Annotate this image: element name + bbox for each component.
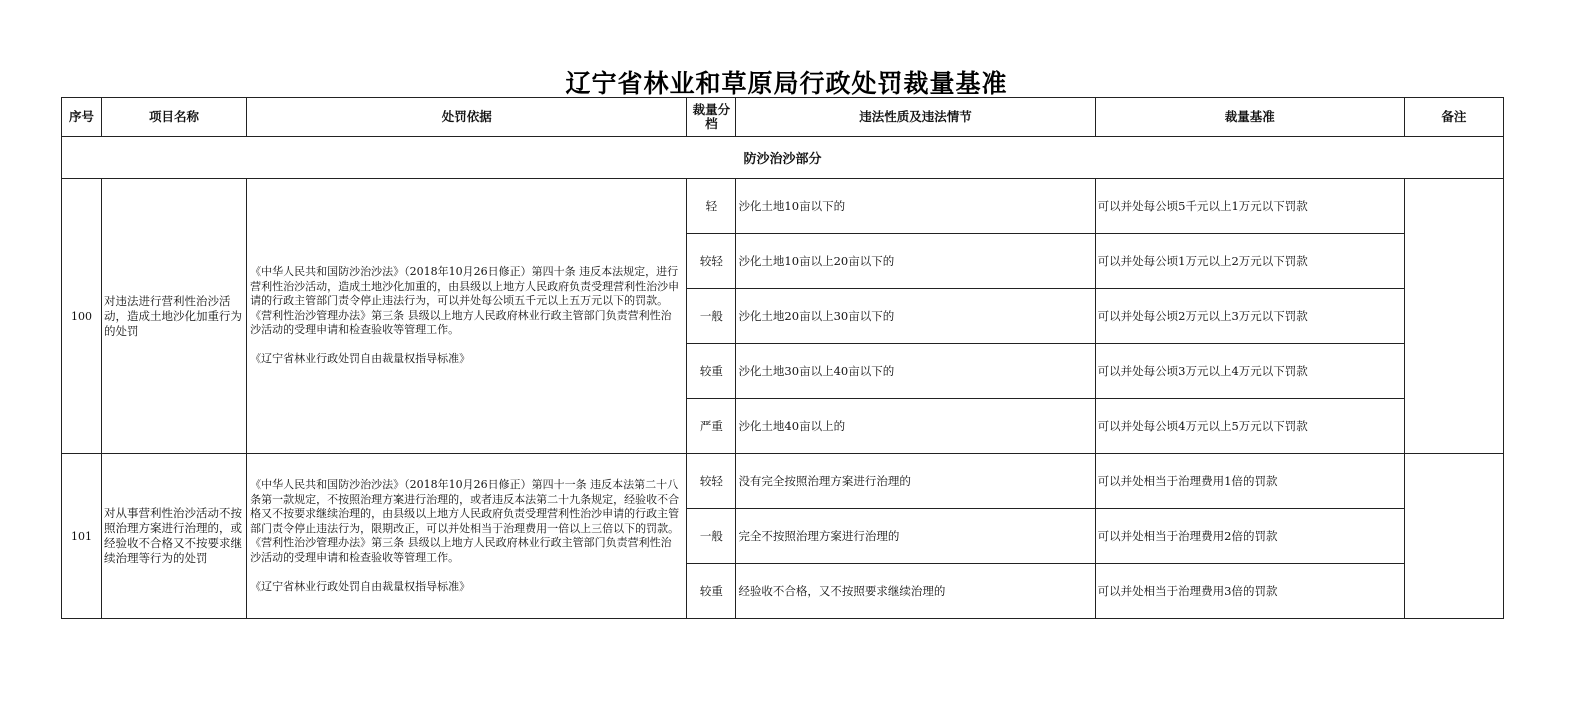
standard-cell: 可以并处每公顷4万元以上5万元以下罚款	[1095, 399, 1404, 454]
table-row	[62, 179, 1504, 234]
condition-cell: 沙化土地30亩以上40亩以下的	[736, 344, 1095, 399]
standard-cell: 可以并处每公顷1万元以上2万元以下罚款	[1095, 234, 1404, 289]
standard-cell: 可以并处每公顷5千元以上1万元以下罚款	[1095, 179, 1404, 234]
level-cell: 较轻	[687, 234, 736, 289]
level-cell: 较重	[687, 344, 736, 399]
standard-cell: 可以并处相当于治理费用1倍的罚款	[1095, 454, 1404, 509]
section-title: 防沙治沙部分	[62, 137, 1504, 179]
item-seq: 101	[62, 454, 102, 619]
item-basis: 《中华人民共和国防沙治沙法》（2018年10月26日修正）第四十一条 违反本法第二十八条第一款规定，不按照治理方案进行治理的，或者违反本法第二十九条规定，经验收不合格又不按要求继续治理的，由县级以上地方人民政府负责受理营利性治沙申请的行政主管部门责令停止违法行为，限期改正，可以并处相当于治理费用一倍以上三倍以下的罚款。 《营利性治沙管理办法》第三条 县级以上地方人民政府林业行政主管部门负责营利性治沙活动的受理申请和检查验收等管理工作。 《辽宁省林业行政处罚自由裁量权指导标准》	[247, 454, 687, 619]
level-cell: 较重	[687, 564, 736, 619]
header-condition: 违法性质及违法情节	[736, 98, 1095, 137]
item-name: 对从事营利性治沙活动不按照治理方案进行治理的，或经验收不合格又不按要求继续治理等行为的处罚	[102, 454, 247, 619]
remark-cell	[1404, 179, 1503, 454]
header-name: 项目名称	[102, 98, 247, 137]
standard-cell: 可以并处相当于治理费用2倍的罚款	[1095, 509, 1404, 564]
condition-cell: 沙化土地20亩以上30亩以下的	[736, 289, 1095, 344]
condition-cell: 沙化土地10亩以上20亩以下的	[736, 234, 1095, 289]
item-basis: 《中华人民共和国防沙治沙法》（2018年10月26日修正）第四十条 违反本法规定，进行营利性治沙活动，造成土地沙化加重的，由县级以上地方人民政府负责受理营利性治沙申请的行政主管部门责令停止违法行为，可以并处每公顷五千元以上五万元以下的罚款。 《营利性治沙管理办法》第三条 县级以上地方人民政府林业行政主管部门负责营利性治沙活动的受理申请和检查验收等管理工作。 《辽宁省林业行政处罚自由裁量权指导标准》	[247, 179, 687, 454]
header-seq: 序号	[62, 98, 102, 137]
condition-cell: 沙化土地40亩以上的	[736, 399, 1095, 454]
condition-cell: 沙化土地10亩以下的	[736, 179, 1095, 234]
condition-cell: 经验收不合格，又不按照要求继续治理的	[736, 564, 1095, 619]
level-cell: 严重	[687, 399, 736, 454]
level-cell: 轻	[687, 179, 736, 234]
table-header-row	[62, 98, 1504, 137]
penalty-table	[61, 97, 1504, 619]
document-title: 辽宁省林业和草原局行政处罚裁量基准	[565, 69, 1008, 98]
standard-cell: 可以并处每公顷2万元以上3万元以下罚款	[1095, 289, 1404, 344]
item-name: 对违法进行营利性治沙活动，造成土地沙化加重行为的处罚	[102, 179, 247, 454]
level-cell: 一般	[687, 509, 736, 564]
header-basis: 处罚依据	[247, 98, 687, 137]
header-remark: 备注	[1404, 98, 1503, 137]
condition-cell: 完全不按照治理方案进行治理的	[736, 509, 1095, 564]
condition-cell: 没有完全按照治理方案进行治理的	[736, 454, 1095, 509]
section-row	[62, 137, 1504, 179]
level-cell: 一般	[687, 289, 736, 344]
remark-cell	[1404, 454, 1503, 619]
level-cell: 较轻	[687, 454, 736, 509]
header-level: 裁量分档	[687, 98, 736, 137]
standard-cell: 可以并处相当于治理费用3倍的罚款	[1095, 564, 1404, 619]
standard-cell: 可以并处每公顷3万元以上4万元以下罚款	[1095, 344, 1404, 399]
table-row	[62, 454, 1504, 509]
header-standard: 裁量基准	[1095, 98, 1404, 137]
item-seq: 100	[62, 179, 102, 454]
